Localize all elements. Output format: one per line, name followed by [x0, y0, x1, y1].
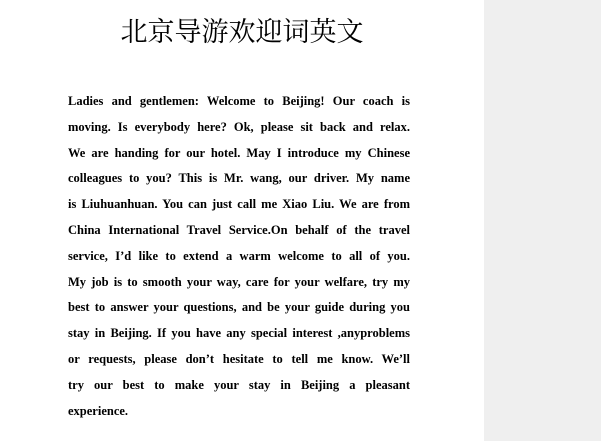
document-body: [68, 93, 410, 428]
text-line: Ladies and gentlemen: Welcome to Beijing! Our coach is: [68, 94, 410, 108]
side-panel: [484, 0, 601, 441]
text-line: or requests, please don’t hesitate to tell me know. We’ll: [68, 351, 410, 366]
text-line: China International Travel Service.On behalf of the travel: [68, 222, 410, 237]
text-line: best to answer your questions, and be your guide during you: [68, 300, 410, 315]
text-line: colleagues to you? This is Mr. wang, our driver. My name: [68, 171, 410, 186]
text-line: stay in Beijing. If you have any special interest ,anyproblems: [68, 326, 410, 341]
text-line: We are handing for our hotel. May I introduce my Chinese: [68, 145, 410, 160]
text-line: My job is to smooth your way, care for your welfare, try my: [68, 274, 410, 289]
text-line: try our best to make your stay in Beijing a pleasant: [68, 377, 410, 392]
text-line: service, I’d like to extend a warm welcome to all of you.: [68, 248, 410, 263]
text-line: is Liuhuanhuan. You can just call me Xiao Liu. We are from: [68, 197, 410, 212]
text-line: experience.: [68, 403, 129, 418]
document-title: 北京导游欢迎词英文: [120, 17, 364, 48]
text-line: moving. Is everybody here? Ok, please sit back and relax.: [68, 119, 410, 134]
